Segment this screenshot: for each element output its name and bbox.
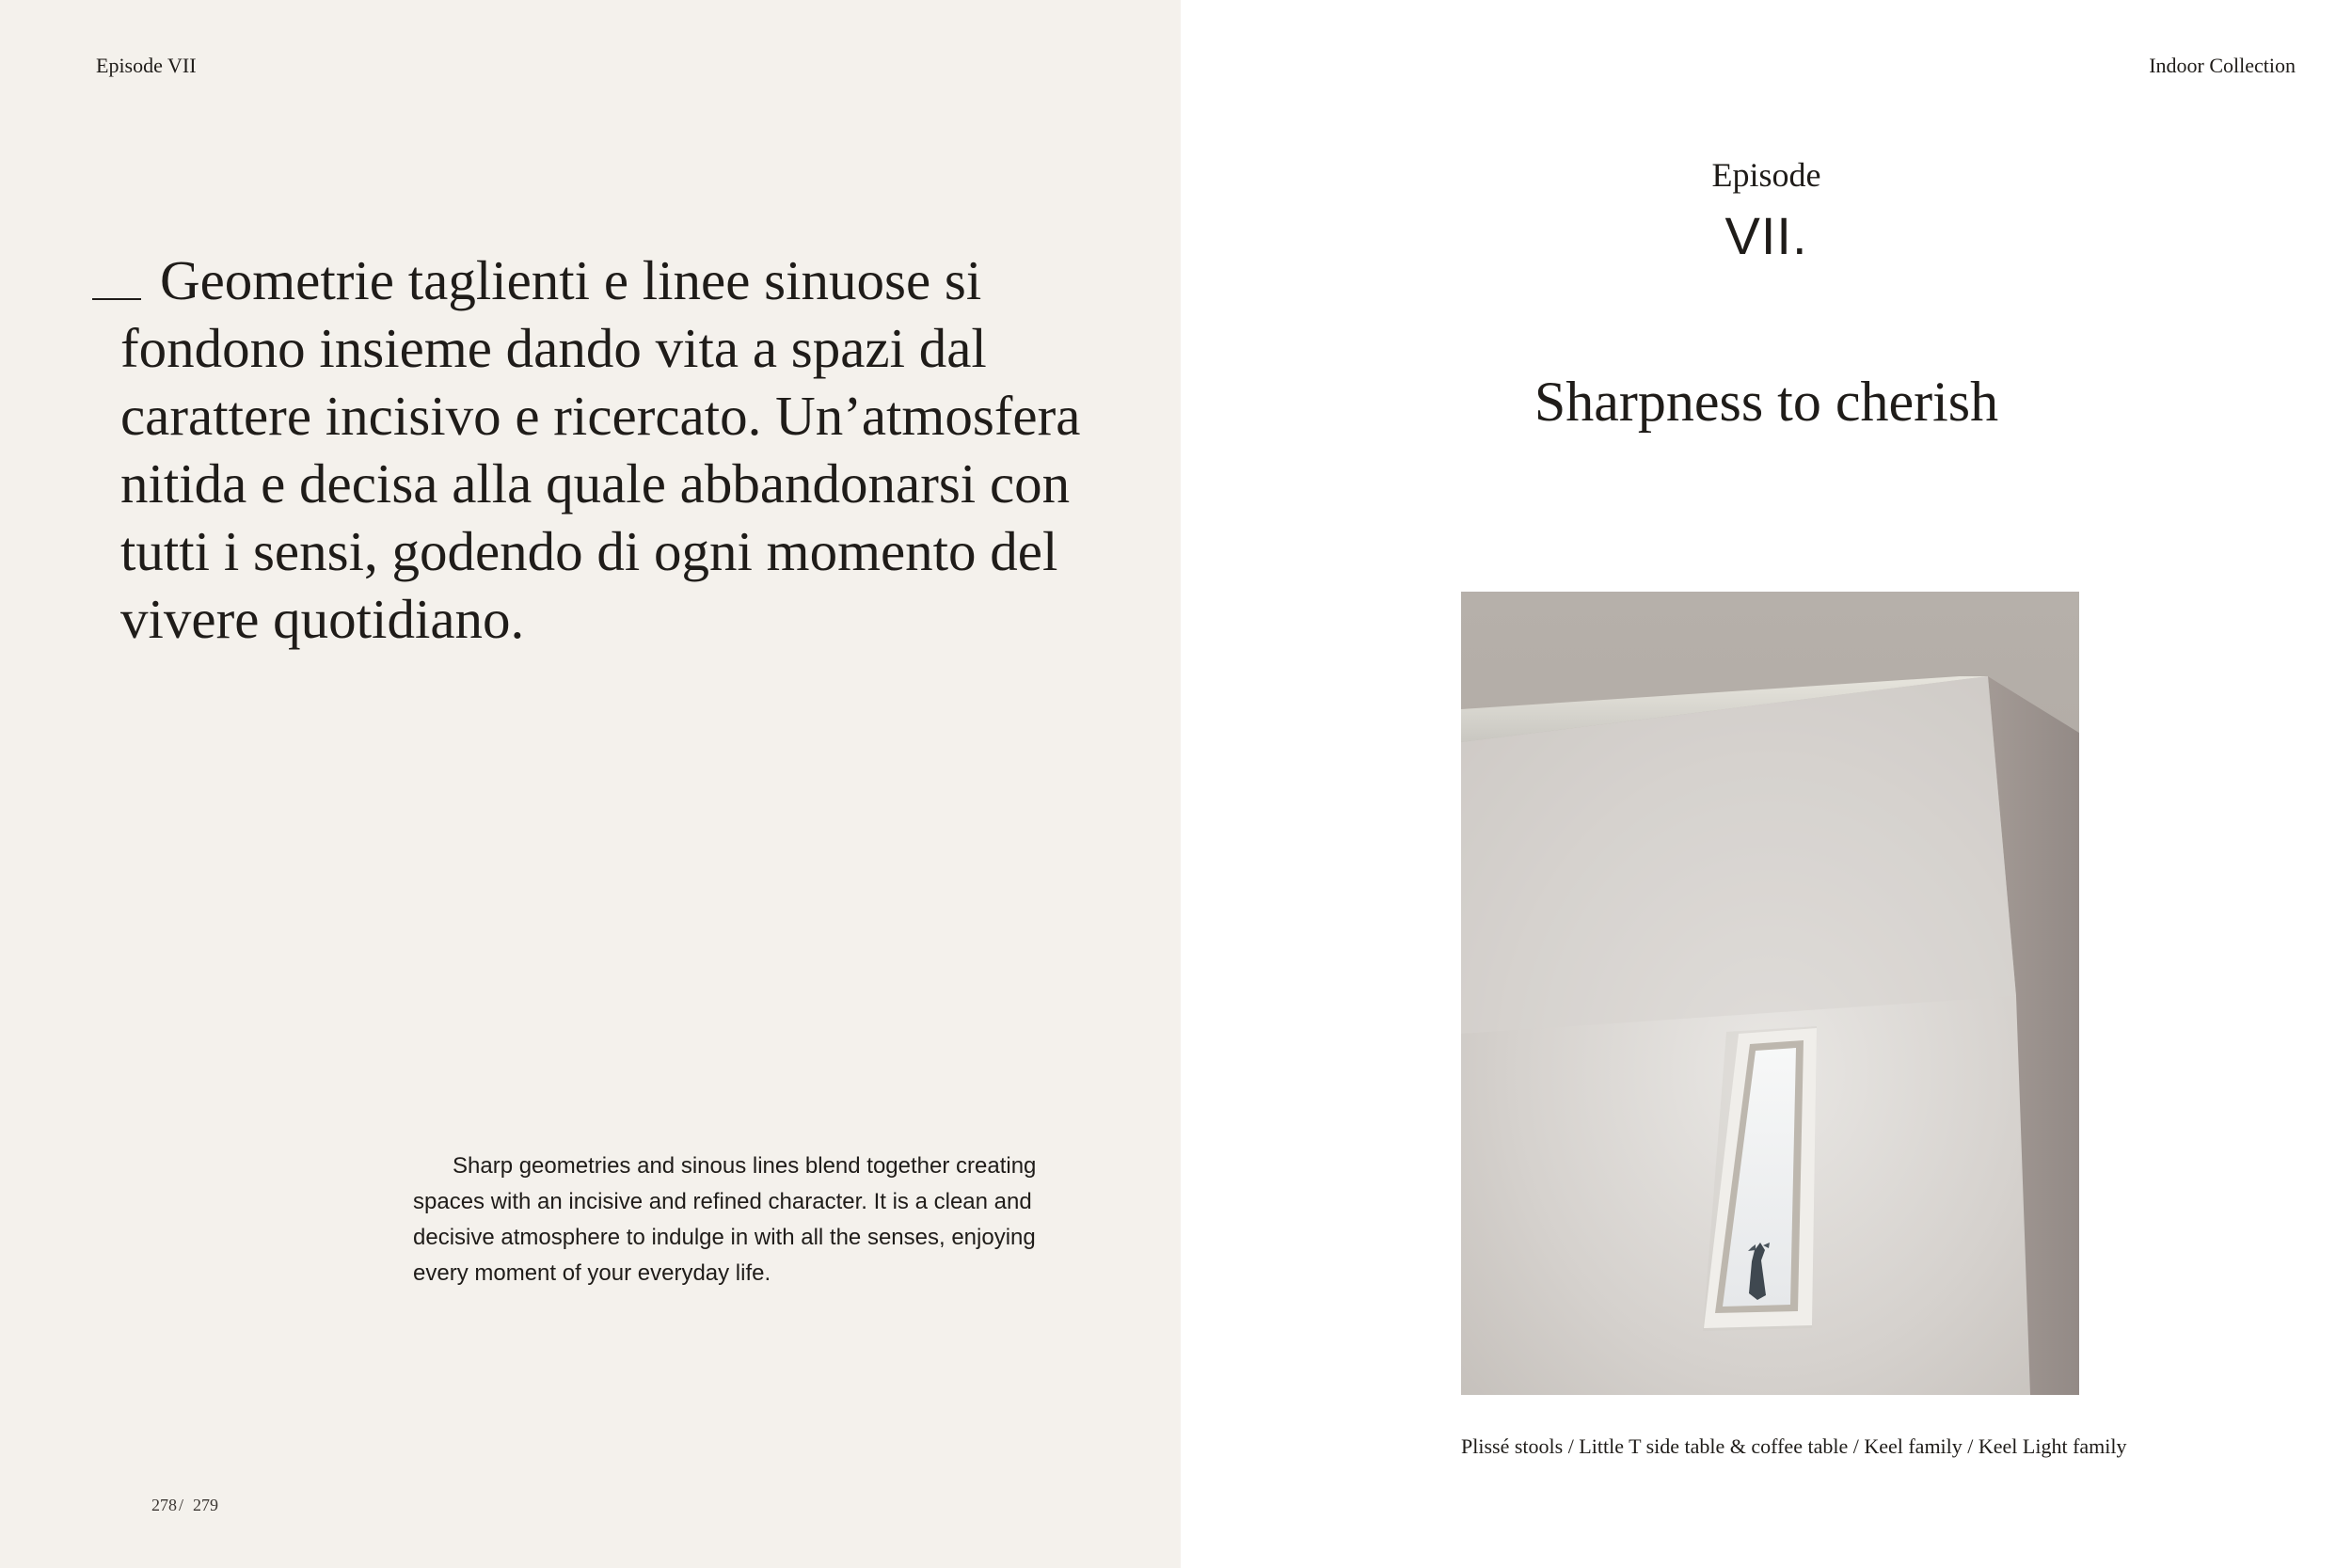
episode-number: VII.: [1724, 206, 1808, 265]
running-head-left: Episode VII: [96, 54, 197, 77]
english-body-text: Sharp geometries and sinous lines blend together creating spaces with an incisive and refined character. It is a clean and decisive atmosphere to indulge in with all the senses, enjoying every moment of your everyday life.: [413, 1153, 1037, 1286]
page-folio: [151, 1496, 218, 1515]
interior-photo: [1461, 592, 2079, 1395]
folio-separator: /: [179, 1496, 184, 1514]
italian-quote: Geometrie taglienti e linee sinuose si fondono insieme dando vita a spazi dal carattere incisivo e ricercato. Un’atmosfera nitida e decisa alla quale abbandonarsi con tutti i sensi, godendo di ogni momento del vivere quotidiano.: [120, 249, 1081, 650]
folio-right-number: 279: [193, 1496, 219, 1514]
chapter-headline: Sharpness to cherish: [1534, 371, 1999, 433]
running-head-right: Indoor Collection: [2149, 54, 2296, 77]
episode-label: Episode: [1711, 156, 1821, 194]
photo-caption: Plissé stools / Little T side table & coffee table / Keel family / Keel Light family: [1461, 1434, 2127, 1458]
folio-left-number: 278: [151, 1496, 177, 1514]
